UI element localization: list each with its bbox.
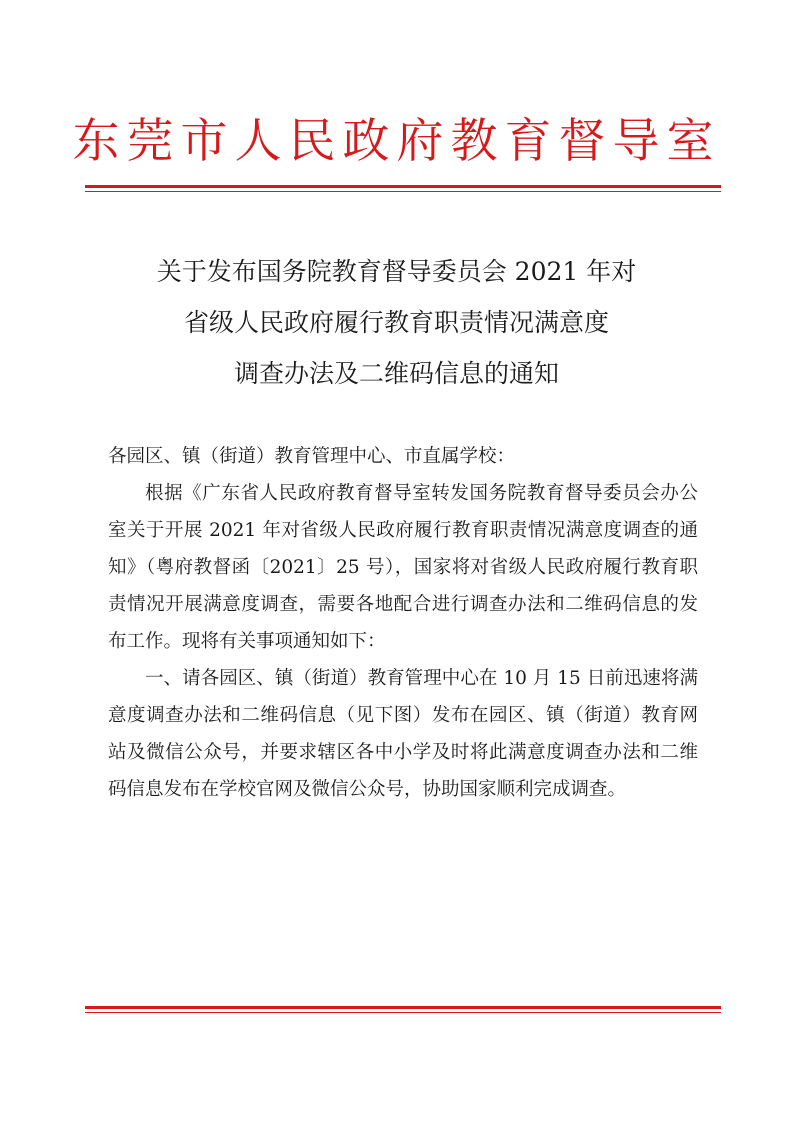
document-header-org-name: 东莞市人民政府教育督导室 — [72, 114, 721, 169]
document-title-line-1: 关于发布国务院教育督导委员会 2021 年对 — [156, 257, 637, 286]
document-title-line-2: 省级人民政府履行教育职责情况满意度 — [183, 308, 609, 337]
footer-red-rule-thick — [85, 1006, 721, 1009]
addressee-line: 各园区、镇（街道）教育管理中心、市直属学校： — [108, 446, 516, 467]
footer-red-rule-thin — [85, 1012, 721, 1013]
body-paragraph-2: 一、请各园区、镇（街道）教育管理中心在 10 月 15 日前迅速将满意度调查办法和二维码信息（见下图）发布在园区、镇（街道）教育网站及微信公众号，并要求辖区各中小学及时将此满意度调查办法和二维码信息发布在学校官网及微信公众号，协助国家顺利完成调查。 — [108, 668, 698, 800]
body-paragraph-1: 根据《广东省人民政府教育督导室转发国务院教育督导委员会办公室关于开展 2021 年对省级人民政府履行教育职责情况满意度调查的通知》（粤府教督函〔2021〕25 号），国家将对省级人民政府履行教育职责情况开展满意度调查，需要各地配合进行调查办法和二维码信息的发布工作。现将有关事项通知如下： — [108, 483, 698, 652]
document-body — [108, 438, 698, 808]
document-title-line-3: 调查办法及二维码信息的通知 — [233, 359, 559, 388]
header-red-rule-thick — [85, 185, 721, 188]
document-title — [0, 246, 793, 399]
header-red-rule-thin — [85, 191, 721, 192]
